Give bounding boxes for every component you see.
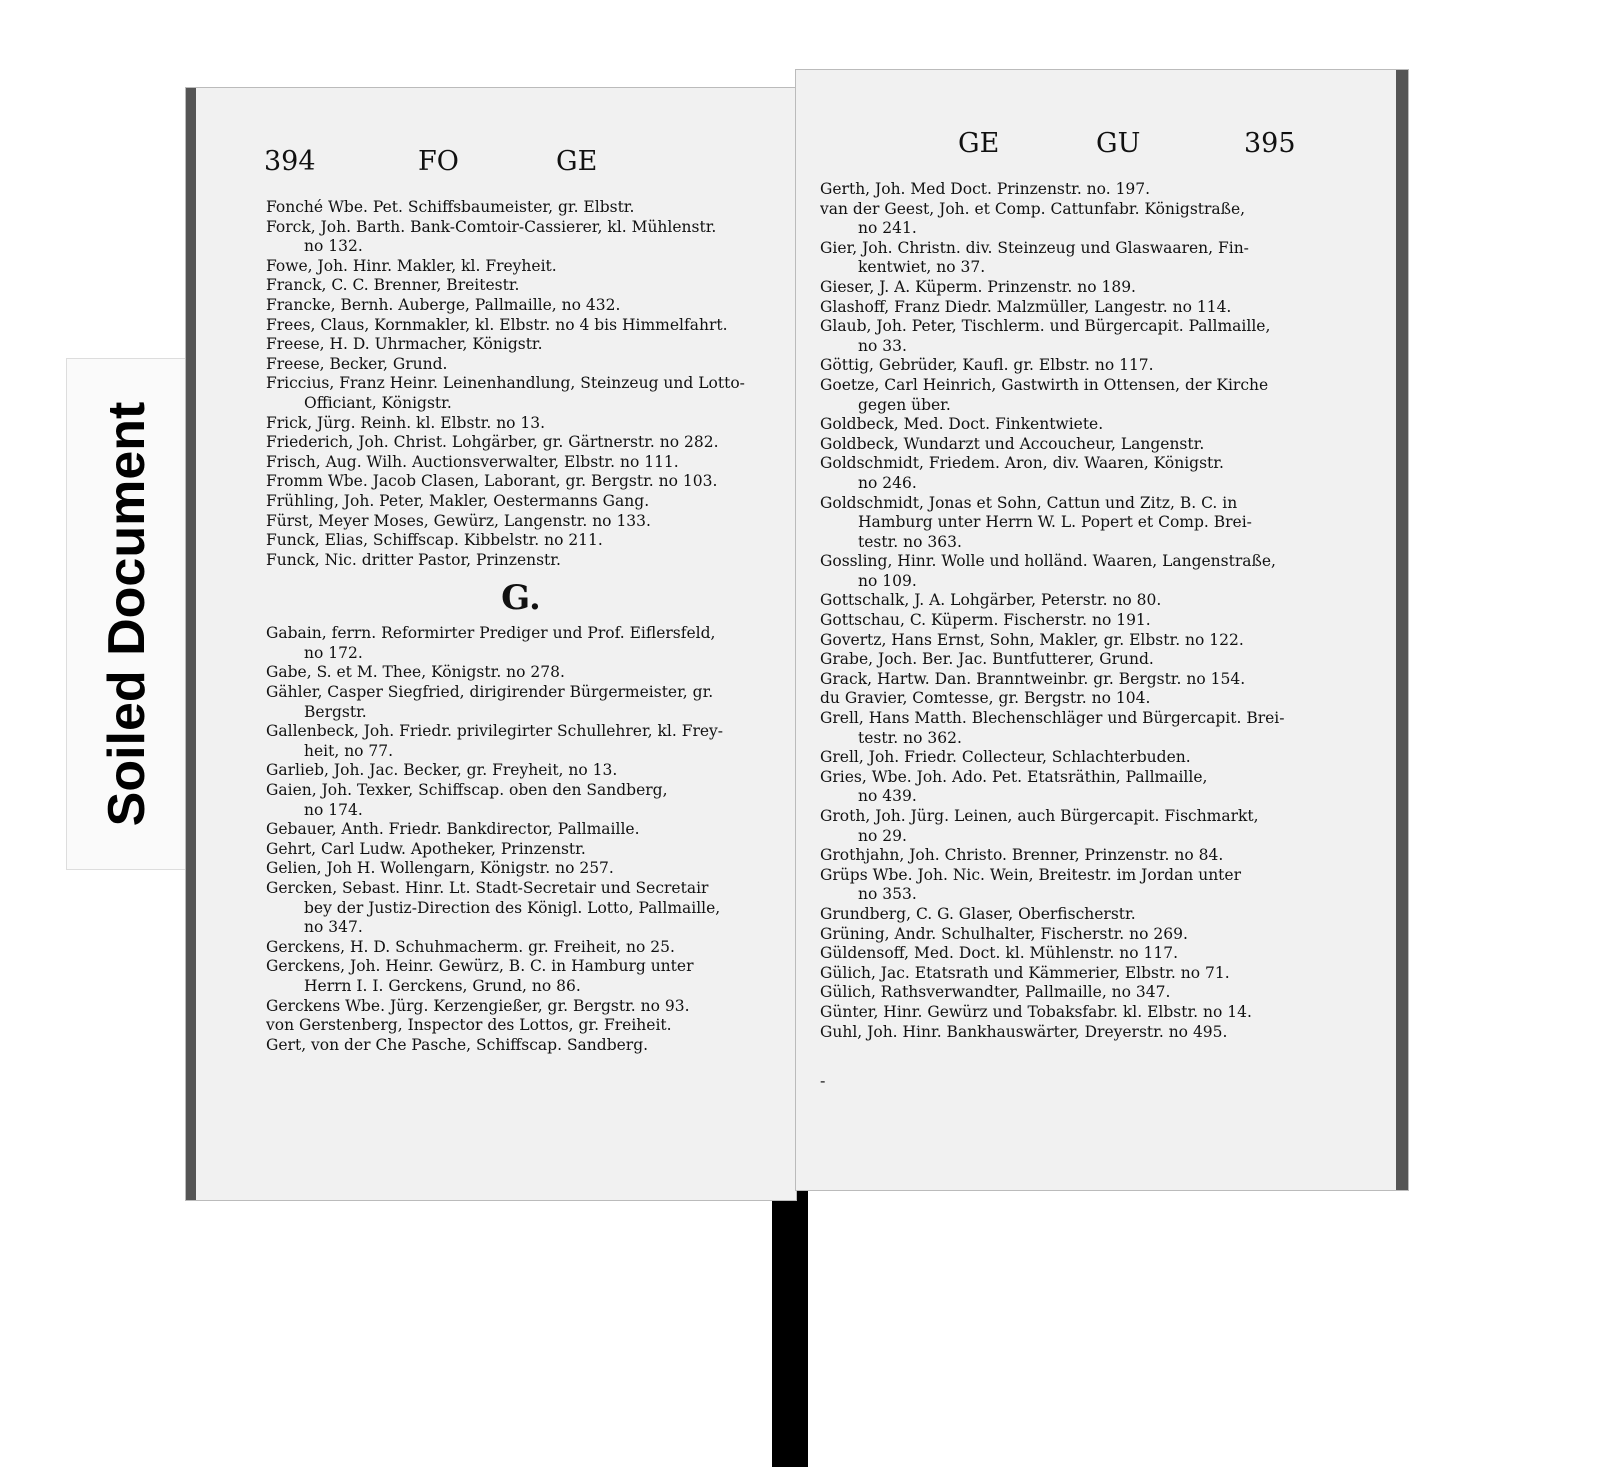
entry-continuation: kentwiet, no 37. [858,258,986,277]
entry-continuation: Bergstr. [304,702,367,721]
entry-continuation: testr. no 362. [858,728,962,747]
entry-line: Francke, Bernh. Auberge, Pallmaille, no 432. [266,295,621,314]
entry-line: Garlieb, Joh. Jac. Becker, gr. Freyheit, no 13. [266,761,618,780]
directory-entry [820,376,1330,415]
entry-line: Gries, Wbe. Joh. Ado. Pet. Etatsräthin, Pallmaille, [820,767,1208,786]
right-entries [820,180,1330,1042]
entry-line: Gülich, Jac. Etatsrath und Kämmerier, Elbstr. no 71. [820,963,1230,982]
entry-line: Gert, von der Che Pasche, Schiffscap. Sandberg. [266,1035,649,1054]
entry-line: van der Geest, Joh. et Comp. Cattunfabr. Königstraße, [820,199,1246,218]
entry-line: Glashoff, Franz Diedr. Malzmüller, Langestr. no 114. [820,297,1232,316]
entry-line: Güldensoff, Med. Doct. kl. Mühlenstr. no 117. [820,944,1178,963]
entry-line: Gülich, Rathsverwandter, Pallmaille, no 347. [820,983,1171,1002]
directory-entry [266,1016,776,1036]
directory-entry [820,807,1330,846]
entry-line: Funck, Elias, Schiffscap. Kibbelstr. no 211. [266,531,603,550]
directory-entry [820,983,1330,1003]
directory-entry [820,454,1330,493]
directory-entry [266,296,776,316]
entry-line: Glaub, Joh. Peter, Tischlerm. und Bürgercapit. Pallmaille, [820,317,1271,336]
entry-line: Govertz, Hans Ernst, Sohn, Makler, gr. Elbstr. no 122. [820,630,1244,649]
directory-entry [820,415,1330,435]
entry-line: Frees, Claus, Kornmakler, kl. Elbstr. no 4 bis Himmelfahrt. [266,315,728,334]
entry-continuation: testr. no 363. [858,532,962,551]
directory-entry [820,435,1330,455]
directory-entry [266,781,776,820]
entry-line: Franck, C. C. Brenner, Breitestr. [266,276,520,295]
directory-entry [266,683,776,722]
directory-entry [820,591,1330,611]
entry-line: Gier, Joh. Christn. div. Steinzeug und Glaswaaren, Fin- [820,238,1249,257]
entry-line: Goldbeck, Med. Doct. Finkentwiete. [820,415,1104,434]
entry-line: Gerckens, Joh. Heinr. Gewürz, B. C. in Hamburg unter [266,957,694,976]
directory-entry [266,218,776,257]
entry-line: Goetze, Carl Heinrich, Gastwirth in Ottensen, der Kirche [820,375,1269,394]
section-letter: G. [501,578,541,619]
directory-entry [266,879,776,938]
entry-continuation: no 29. [858,826,907,845]
directory-entry [820,905,1330,925]
directory-entry [820,200,1330,239]
entry-continuation: Officiant, Königstr. [304,393,452,412]
entry-line: Funck, Nic. dritter Pastor, Prinzenstr. [266,550,561,569]
catchword: GE [556,146,598,177]
entry-line: Gabain, ferrn. Reformirter Prediger und Prof. Eiflersfeld, [266,624,716,643]
directory-entry [820,552,1330,591]
entry-line: Friccius, Franz Heinr. Leinenhandlung, Steinzeug und Lotto- [266,374,745,393]
entry-line: Gerckens, H. D. Schuhmacherm. gr. Freiheit, no 25. [266,937,675,956]
entry-line: Göttig, Gebrüder, Kaufl. gr. Elbstr. no 117. [820,356,1154,375]
directory-entry [266,957,776,996]
directory-entry [266,840,776,860]
directory-entry [820,768,1330,807]
entry-line: Gebauer, Anth. Friedr. Bankdirector, Pallmaille. [266,820,640,839]
left-page [186,88,796,1200]
entry-line: Frisch, Aug. Wilh. Auctionsverwalter, Elbstr. no 111. [266,452,679,471]
directory-entry [266,663,776,683]
directory-entry [266,355,776,375]
directory-entry [820,1023,1330,1043]
entry-line: Grell, Joh. Friedr. Collecteur, Schlachterbuden. [820,748,1191,767]
directory-entry [820,611,1330,631]
directory-entry [820,925,1330,945]
directory-entry [820,180,1330,200]
directory-entry [266,335,776,355]
directory-entry [266,859,776,879]
directory-entry [266,453,776,473]
entry-line: Fonché Wbe. Pet. Schiffsbaumeister, gr. Elbstr. [266,198,635,216]
entry-line: Fromm Wbe. Jacob Clasen, Laborant, gr. Bergstr. no 103. [266,472,718,491]
directory-entry [266,1036,776,1056]
entry-line: Gabe, S. et M. Thee, Königstr. no 278. [266,663,565,682]
catchword: FO [418,146,459,177]
directory-entry [266,531,776,551]
entry-line: Gerckens Wbe. Jürg. Kerzengießer, gr. Bergstr. no 93. [266,996,690,1015]
directory-entry [820,846,1330,866]
directory-entry [820,748,1330,768]
entry-line: Goldbeck, Wundarzt und Accoucheur, Langenstr. [820,434,1205,453]
directory-entry [266,761,776,781]
entry-continuation: no 241. [858,219,917,238]
directory-entry [820,650,1330,670]
entry-continuation: no 174. [304,800,363,819]
directory-entry [266,624,776,663]
entry-line: Goldschmidt, Friedem. Aron, div. Waaren, Königstr. [820,454,1224,473]
entry-continuation: no 172. [304,643,363,662]
directory-entry [266,374,776,413]
directory-entry [266,820,776,840]
entry-line: Grüning, Andr. Schulhalter, Fischerstr. no 269. [820,924,1188,943]
entry-line: Freese, H. D. Uhrmacher, Königstr. [266,335,543,354]
entry-line: Groth, Joh. Jürg. Leinen, auch Bürgercapit. Fischmarkt, [820,807,1259,825]
entry-line: Gossling, Hinr. Wolle und holländ. Waaren, Langenstraße, [820,552,1276,571]
entry-line: Gehrt, Carl Ludw. Apotheker, Prinzenstr. [266,839,586,858]
directory-entry [266,414,776,434]
entry-continuation: no 353. [858,885,917,904]
directory-entry [820,944,1330,964]
directory-entry [820,278,1330,298]
page-number: 395 [1244,128,1296,159]
entry-line: Gähler, Casper Siegfried, dirigirender Bürgermeister, gr. [266,683,714,702]
entry-line: Forck, Joh. Barth. Bank-Comtoir-Cassierer, kl. Mühlenstr. [266,217,717,236]
entry-line: Grundberg, C. G. Glaser, Oberfischerstr. [820,904,1136,923]
directory-entry [820,1003,1330,1023]
directory-entry [266,472,776,492]
entry-line: von Gerstenberg, Inspector des Lottos, gr. Freiheit. [266,1016,672,1035]
binding-strip [772,1180,808,1467]
entry-continuation: Herrn I. I. Gerckens, Grund, no 86. [304,976,581,995]
entry-line: Frühling, Joh. Peter, Makler, Oestermanns Gang. [266,491,650,510]
catchword: GE [958,128,1000,159]
directory-entry [266,722,776,761]
entry-line: Fürst, Meyer Moses, Gewürz, Langenstr. no 133. [266,511,651,530]
entry-continuation: no 109. [858,571,917,590]
right-page [796,70,1408,1190]
entry-line: Gieser, J. A. Küperm. Prinzenstr. no 189. [820,277,1136,296]
entry-continuation: bey der Justiz-Direction des Königl. Lotto, Pallmaille, [304,898,721,917]
directory-entry [820,317,1330,356]
directory-entry [820,494,1330,553]
entry-line: Günter, Hinr. Gewürz und Tobaksfabr. kl. Elbstr. no 14. [820,1002,1252,1021]
entry-continuation: no 33. [858,336,907,355]
entry-line: du Gravier, Comtesse, gr. Bergstr. no 104. [820,689,1151,708]
directory-entry [820,689,1330,709]
entry-line: Goldschmidt, Jonas et Sohn, Cattun und Zitz, B. C. in [820,493,1238,512]
catchword: GU [1096,128,1141,159]
left-entries [266,198,776,1055]
entry-line: Gottschalk, J. A. Lohgärber, Peterstr. no 80. [820,591,1162,610]
directory-entry [266,551,776,571]
entry-line: Fowe, Joh. Hinr. Makler, kl. Freyheit. [266,256,557,275]
directory-entry [266,198,776,218]
entry-line: Gercken, Sebast. Hinr. Lt. Stadt-Secretair und Secretair [266,879,709,897]
entry-line: Freese, Becker, Grund. [266,354,448,373]
entry-line: Friederich, Joh. Christ. Lohgärber, gr. Gärtnerstr. no 282. [266,433,719,452]
directory-entry [266,257,776,277]
directory-entry [266,316,776,336]
entry-continuation: Hamburg unter Herrn W. L. Popert et Comp. Brei- [858,513,1252,532]
entry-continuation: heit, no 77. [304,741,394,760]
directory-entry [820,866,1330,905]
directory-entry [820,356,1330,376]
right-page-header [796,128,1396,168]
directory-entry [820,239,1330,278]
entry-line: Gelien, Joh H. Wollengarn, Königstr. no 257. [266,859,614,878]
entry-line: Frick, Jürg. Reinh. kl. Elbstr. no 13. [266,413,546,432]
entry-line: Grüps Wbe. Joh. Nic. Wein, Breitestr. im Jordan unter [820,865,1241,884]
directory-entry [266,997,776,1017]
entry-continuation: no 439. [858,787,917,806]
entry-line: Gerth, Joh. Med Doct. Prinzenstr. no. 197. [820,180,1151,198]
entry-line: Gottschau, C. Küperm. Fischerstr. no 191. [820,611,1151,630]
soiled-document-stamp [66,358,188,870]
directory-entry [820,298,1330,318]
directory-entry [266,276,776,296]
directory-entry [266,938,776,958]
end-mark: - [820,1071,826,1090]
entry-line: Gallenbeck, Joh. Friedr. privilegirter Schullehrer, kl. Frey- [266,722,724,741]
page-number: 394 [264,146,316,177]
entry-line: Grothjahn, Joh. Christo. Brenner, Prinzenstr. no 84. [820,846,1224,865]
entry-continuation: no 246. [858,473,917,492]
directory-entry [266,512,776,532]
entry-line: Grabe, Joch. Ber. Jac. Buntfutterer, Grund. [820,650,1154,669]
stamp-text: Soiled Document [98,401,156,827]
directory-entry [820,670,1330,690]
directory-entry [266,492,776,512]
entry-continuation: gegen über. [858,395,951,414]
entry-continuation: no 132. [304,237,363,256]
entry-line: Grack, Hartw. Dan. Branntweinbr. gr. Bergstr. no 154. [820,669,1246,688]
directory-entry [820,964,1330,984]
entry-line: Grell, Hans Matth. Blechenschläger und Bürgercapit. Brei- [820,709,1285,728]
entry-continuation: no 347. [304,918,363,937]
left-page-header [196,146,796,186]
directory-entry [820,709,1330,748]
entry-line: Guhl, Joh. Hinr. Bankhauswärter, Dreyerstr. no 495. [820,1022,1228,1041]
entry-line: Gaien, Joh. Texker, Schiffscap. oben den Sandberg, [266,781,668,800]
directory-entry [266,433,776,453]
directory-entry [820,631,1330,651]
